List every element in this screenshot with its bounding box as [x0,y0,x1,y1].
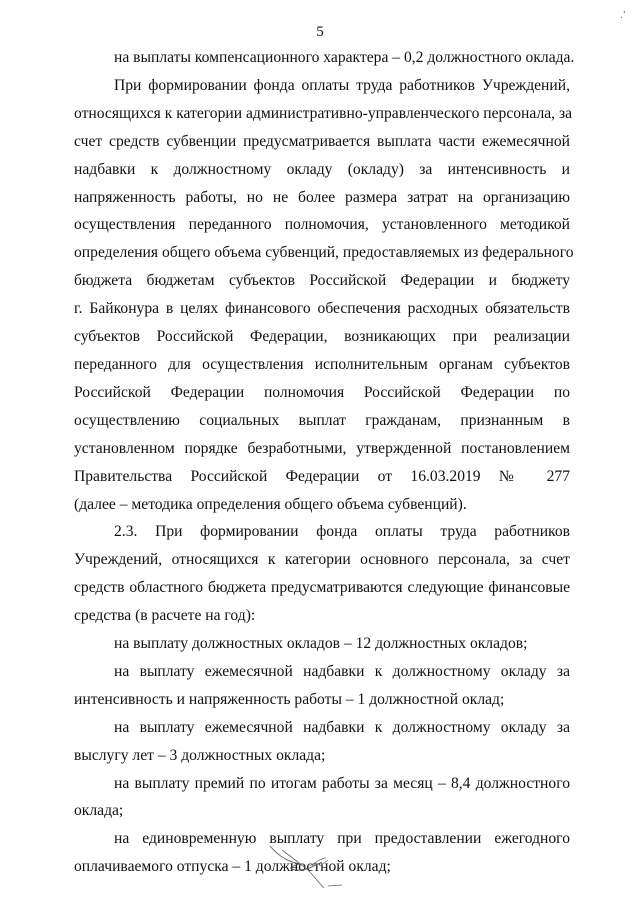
text-line: оклада; [74,802,124,820]
text-line: надбавки к должностному окладу (окладу) за интенсивность и [74,160,570,178]
text-line: определения общего объема субвенций, предоставляемых из федерального [74,244,574,262]
text-line: г. Байконура в целях финансового обеспечения расходных обязательств [74,300,570,318]
text-line: средств областного бюджета предусматриваются следующие финансовые [74,579,570,597]
text-line: относящихся к категории административно-управленческого персонала, за [74,104,573,122]
text-line: выслугу лет – 3 должностных оклада; [74,746,326,764]
text-line: на выплаты компенсационного характера – 0,2 должностного оклада. [114,49,575,66]
text-line: осуществления переданного полномочия, установленного методикой [74,216,570,234]
corner-mark: .’ [620,10,626,21]
text-line: бюджета бюджетам субъектов Российской Федерации и бюджету [74,272,570,290]
text-line: на выплату ежемесячной надбавки к должностному окладу за [114,718,570,736]
text-line: (далее – методика определения общего объема субвенций). [74,495,467,513]
text-line: на выплату должностных окладов – 12 должностных окладов; [114,635,528,653]
text-line: на единовременную выплату при предоставлении ежегодного [114,830,570,848]
handwritten-signature [262,836,352,891]
page-number: 5 [316,24,324,40]
text-line: При формировании фонда оплаты труда работников Учреждений, [114,76,570,94]
text-line: на выплату ежемесячной надбавки к должностному окладу за [114,662,570,680]
text-line: Российской Федерации полномочия Российской Федерации по [74,383,570,401]
text-line: оплачиваемого отпуска – 1 должностной оклад; [74,858,391,876]
body-text [74,44,575,881]
text-line: осуществлению социальных выплат гражданам, признанным в [74,411,570,429]
text-line: счет средств субвенции предусматривается выплата части ежемесячной [74,132,570,150]
text-line: на выплату премий по итогам работы за месяц – 8,4 должностного [114,774,570,792]
text-line: установленном порядке безработными, утвержденной постановлением [74,439,570,457]
text-line: субъектов Российской Федерации, возникающих при реализации [74,328,570,346]
text-line: 2.3. При формировании фонда оплаты труда работников [114,523,570,541]
text-line: интенсивность и напряженность работы – 1 должностной оклад; [74,690,505,708]
text-line: Правительства Российской Федерации от 16.03.2019 № 277 [74,467,570,485]
text-line: средства (в расчете на год): [74,607,256,625]
text-line: переданного для осуществления исполнительным органам субъектов [74,355,570,373]
text-line: Учреждений, относящихся к категории основного персонала, за счет [74,551,570,569]
text-line: напряженность работы, но не более размера затрат на организацию [74,188,570,206]
